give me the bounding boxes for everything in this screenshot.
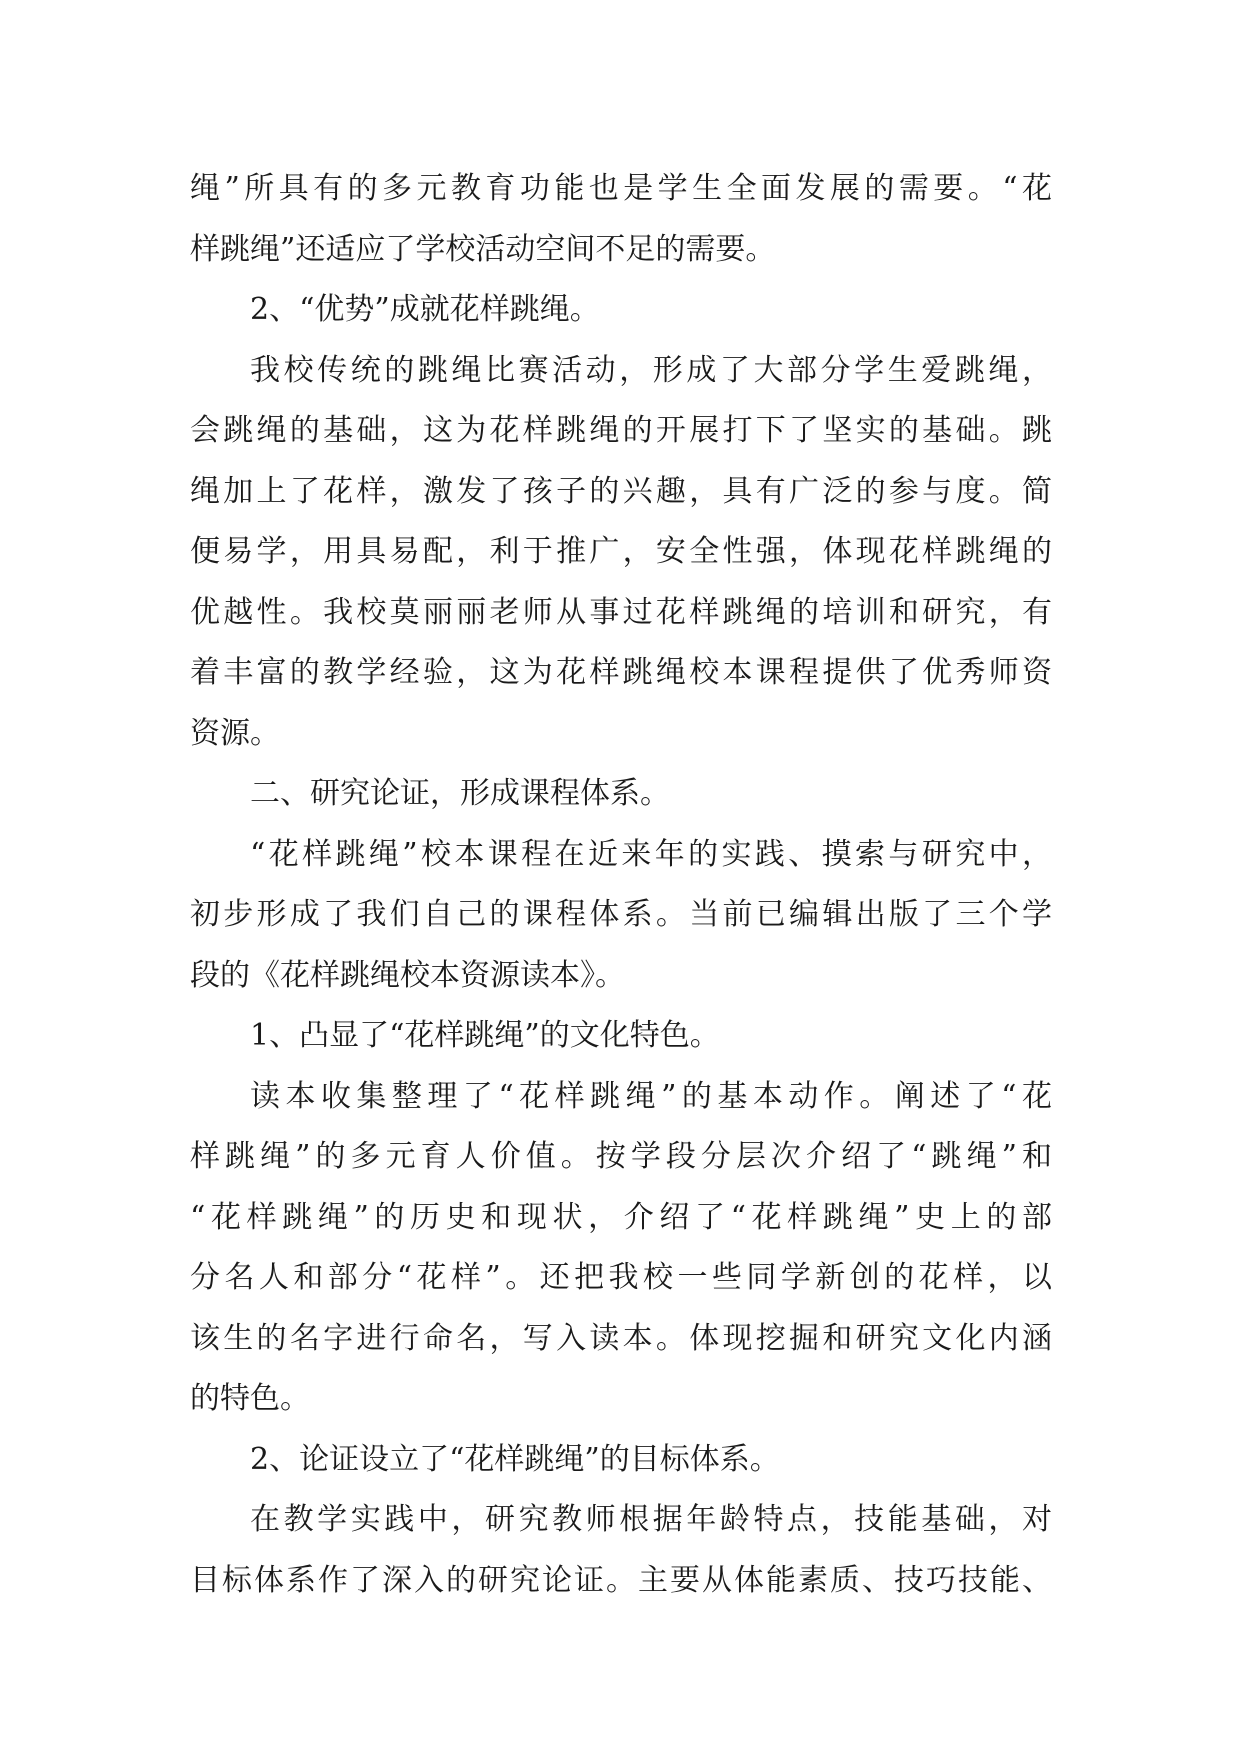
text-line: 分名人和部分“花样”。还把我校一些同学新创的花样，以 [190,1260,1052,1295]
text-line: “花样跳绳”校本课程在近来年的实践、摸索与研究中， [250,836,1052,872]
text-line: 2、论证设立了“花样跳绳”的目标体系。 [250,1441,780,1477]
text-line: 我校传统的跳绳比赛活动，形成了大部分学生爱跳绳， [250,352,1052,388]
text-line: 优越性。我校莫丽丽老师从事过花样跳绳的培训和研究，有 [190,594,1052,630]
text-line: 绳加上了花样，激发了孩子的兴趣，具有广泛的参与度。简 [190,473,1052,509]
text-line: 样跳绳”的多元育人价值。按学段分层次介绍了“跳绳”和 [190,1139,1052,1174]
document-body [190,159,1052,1611]
text-line: 读本收集整理了“花样跳绳”的基本动作。阐述了“花 [250,1078,1052,1114]
text-line: 目标体系作了深入的研究论证。主要从体能素质、技巧技能、 [190,1562,1052,1598]
text-line: 初步形成了我们自己的课程体系。当前已编辑出版了三个学 [190,897,1052,932]
text-line: 样跳绳”还适应了学校活动空间不足的需要。 [190,231,776,267]
text-line: 绳”所具有的多元教育功能也是学生全面发展的需要。“花 [190,171,1052,206]
text-line: “花样跳绳”的历史和现状，介绍了“花样跳绳”史上的部 [190,1199,1052,1235]
text-line: 的特色。 [190,1381,310,1416]
text-line: 1、凸显了“花样跳绳”的文化特色。 [250,1018,720,1053]
text-line: 资源。 [190,715,280,751]
text-line: 会跳绳的基础，这为花样跳绳的开展打下了坚实的基础。跳 [190,413,1052,448]
text-line: 段的《花样跳绳校本资源读本》。 [190,957,625,993]
text-line: 该生的名字进行命名，写入读本。体现挖掘和研究文化内涵 [190,1320,1052,1356]
text-line: 二、研究论证，形成课程体系。 [250,776,670,811]
text-line: 在教学实践中，研究教师根据年龄特点，技能基础，对 [250,1502,1052,1537]
text-line: 着丰富的教学经验，这为花样跳绳校本课程提供了优秀师资 [190,655,1052,690]
text-line: 2、“优势”成就花样跳绳。 [250,292,600,327]
text-line: 便易学，用具易配，利于推广，安全性强，体现花样跳绳的 [190,534,1052,569]
